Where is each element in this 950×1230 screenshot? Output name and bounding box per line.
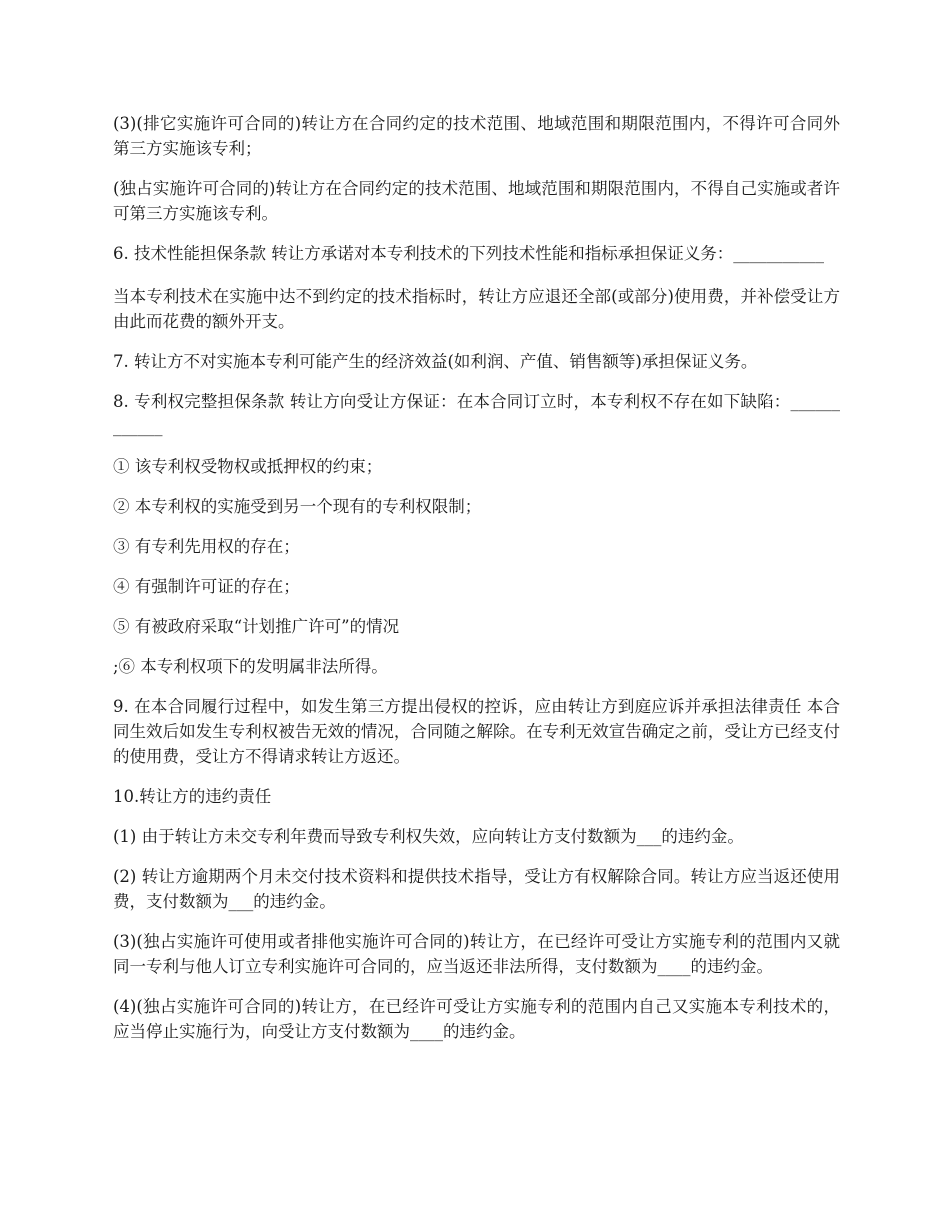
paragraph-sole-license: (独占实施许可合同的)转让方在合同约定的技术范围、地域范围和期限范围内，不得自己实施或者许可第三方实施该专利。 xyxy=(113,179,840,223)
paragraph-8-patent-integrity: 8. 专利权完整担保条款 转让方向受让方保证：在本合同订立时，本专利权不存在如下缺陷：____________ xyxy=(113,392,840,436)
paragraph-3-exclusive-license: (3)(排它实施许可合同的)转让方在合同约定的技术范围、地域范围和期限范围内，不得许可合同外第三方实施该专利； xyxy=(113,114,840,158)
document-page xyxy=(113,111,840,1059)
paragraph-breach-3: (3)(独占实施许可使用或者排他实施许可合同的)转让方，在已经许可受让方实施专利的范围内又就同一专利与他人订立专利实施许可合同的，应当返还非法所得，支付数额为____的违约金。 xyxy=(113,932,840,976)
paragraph-7-no-economic-guarantee: 7. 转让方不对实施本专利可能产生的经济效益(如利润、产值、销售额等)承担保证义务。 xyxy=(113,352,758,371)
section-heading-10-breach: 10.转让方的违约责任 xyxy=(113,787,272,806)
list-item-defect-6: ;⑥ 本专利权项下的发明属非法所得。 xyxy=(113,657,388,676)
list-item-defect-1: ① 该专利权受物权或抵押权的约束； xyxy=(113,457,383,476)
list-item-defect-2: ② 本专利权的实施受到另一个现有的专利权限制； xyxy=(113,497,482,516)
paragraph-breach-1: (1) 由于转让方未交专利年费而导致专利权失效，应向转让方支付数额为___的违约金。 xyxy=(113,827,744,846)
paragraph-breach-2: (2) 转让方逾期两个月未交付技术资料和提供技术指导，受让方有权解除合同。转让方应当返还使用费，支付数额为___的违约金。 xyxy=(113,867,840,911)
paragraph-breach-4: (4)(独占实施许可合同的)转让方，在已经许可受让方实施专利的范围内自己又实施本专利技术的，应当停止实施行为，向受让方支付数额为____的违约金。 xyxy=(113,997,840,1041)
list-item-defect-4: ④ 有强制许可证的存在； xyxy=(113,577,300,596)
paragraph-refund-clause: 当本专利技术在实施中达不到约定的技术指标时，转让方应退还全部(或部分)使用费，并补偿受让方由此而花费的额外开支。 xyxy=(113,287,840,331)
list-item-defect-3: ③ 有专利先用权的存在； xyxy=(113,537,300,556)
list-item-defect-5: ⑤ 有被政府采取“计划推广许可”的情况 xyxy=(113,617,400,636)
paragraph-6-performance-guarantee: 6. 技术性能担保条款 转让方承诺对本专利技术的下列技术性能和指标承担保证义务：___________ xyxy=(113,244,824,263)
paragraph-9-infringement: 9. 在本合同履行过程中，如发生第三方提出侵权的控诉，应由转让方到庭应诉并承担法律责任 本合同生效后如发生专利权被告无效的情况，合同随之解除。在专利无效宣告确定之前，受让方已经支付的使用费，受让方不得请求转让方返还。 xyxy=(113,697,840,766)
